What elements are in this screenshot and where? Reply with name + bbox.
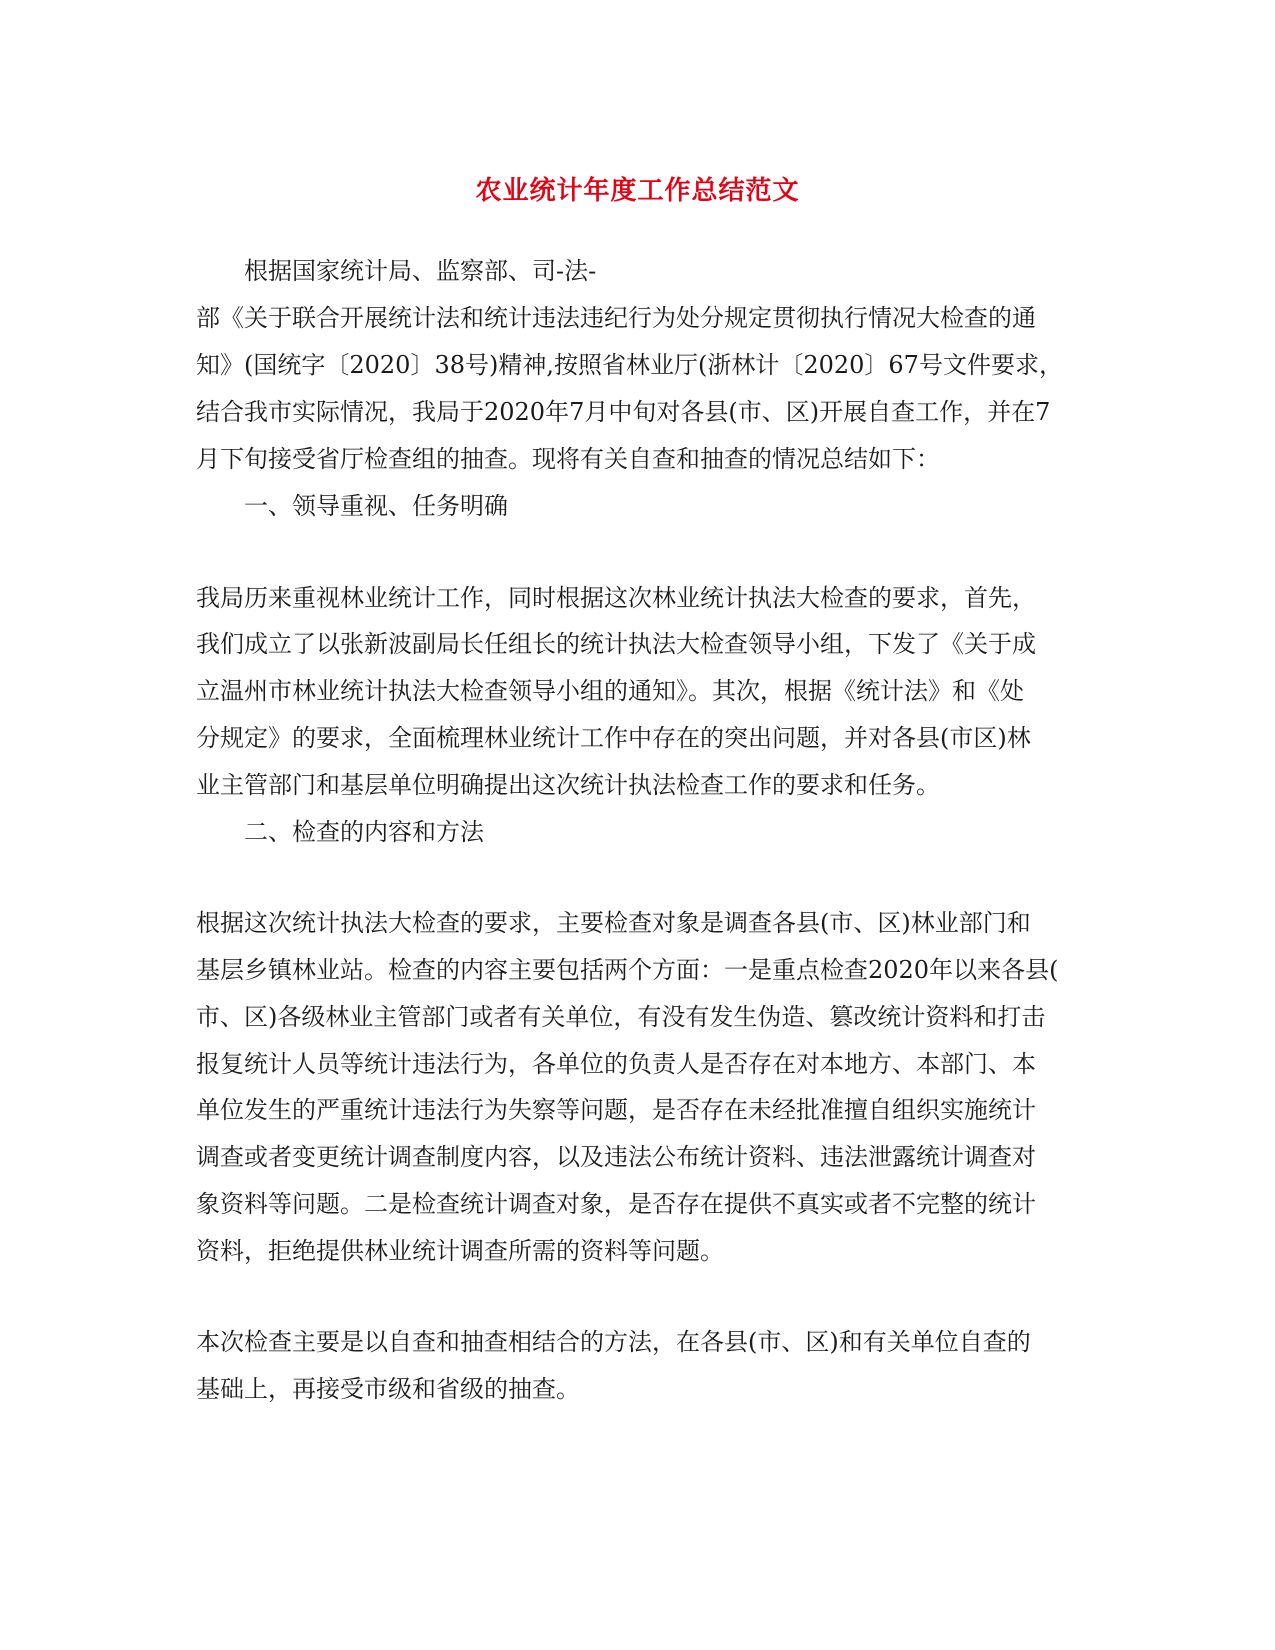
paragraph-line: 根据国家统计局、监察部、司-法- (244, 257, 597, 285)
paragraph-line: 象资料等问题。二是检查统计调查对象，是否存在提供不真实或者不完整的统计 (196, 1190, 1036, 1218)
paragraph-line: 月下旬接受省厅检查组的抽查。现将有关自查和抽查的情况总结如下： (196, 445, 940, 473)
paragraph-line: 结合我市实际情况，我局于2020年7月中旬对各县(市、区)开展自查工作，并在7 (196, 398, 1051, 426)
paragraph-line: 基层乡镇林业站。检查的内容主要包括两个方面：一是重点检查2020年以来各县( (196, 956, 1059, 984)
section-heading: 二、检查的内容和方法 (244, 818, 484, 846)
paragraph-line: 市、区)各级林业主管部门或者有关单位，有没有发生伪造、篡改统计资料和打击 (196, 1003, 1046, 1031)
paragraph-line: 业主管部门和基层单位明确提出这次统计执法检查工作的要求和任务。 (196, 771, 940, 799)
paragraph-line: 资料，拒绝提供林业统计调查所需的资料等问题。 (196, 1237, 724, 1265)
paragraph-line: 分规定》的要求，全面梳理林业统计工作中存在的突出问题，并对各县(市区)林 (196, 724, 1031, 752)
document-title: 农业统计年度工作总结范文 (475, 176, 800, 206)
paragraph-line: 根据这次统计执法大检查的要求，主要检查对象是调查各县(市、区)林业部门和 (196, 909, 1031, 937)
paragraph-line: 单位发生的严重统计违法行为失察等问题，是否存在未经批准擅自组织实施统计 (196, 1096, 1036, 1124)
paragraph-line: 立温州市林业统计执法大检查领导小组的通知》。其次，根据《统计法》和《处 (196, 677, 1024, 705)
paragraph-line: 调查或者变更统计调查制度内容，以及违法公布统计资料、违法泄露统计调查对 (196, 1143, 1036, 1171)
paragraph-line: 知》(国统字〔2020〕38号)精神,按照省林业厅(浙林计〔2020〕67号文件要求， (196, 351, 1063, 379)
paragraph-line: 我们成立了以张新波副局长任组长的统计执法大检查领导小组，下发了《关于成 (196, 630, 1036, 658)
paragraph-line: 本次检查主要是以自查和抽查相结合的方法，在各县(市、区)和有关单位自查的 (196, 1328, 1031, 1356)
paragraph-line: 报复统计人员等统计违法行为，各单位的负责人是否存在对本地方、本部门、本 (196, 1050, 1036, 1078)
paragraph-line: 部《关于联合开展统计法和统计违法违纪行为处分规定贯彻执行情况大检查的通 (196, 304, 1036, 332)
paragraph-line: 我局历来重视林业统计工作，同时根据这次林业统计执法大检查的要求，首先， (196, 584, 1036, 612)
paragraph-line: 基础上，再接受市级和省级的抽查。 (196, 1375, 580, 1403)
section-heading: 一、领导重视、任务明确 (244, 492, 508, 520)
